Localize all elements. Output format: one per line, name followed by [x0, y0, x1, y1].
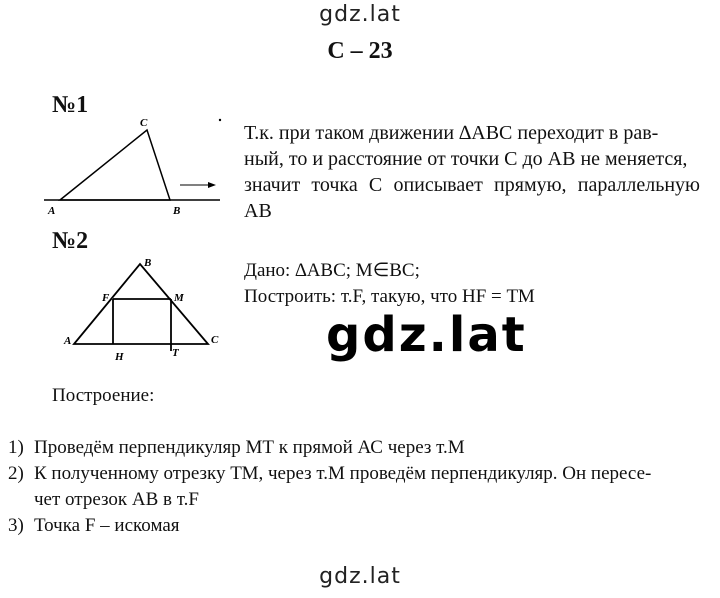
triangle-abc [60, 130, 170, 200]
watermark-middle: gdz.lat [326, 307, 527, 363]
dot-mark [219, 119, 221, 121]
given-line: Дано: ∆АВС; М∈ВС; [244, 260, 420, 281]
label-a: A [48, 205, 56, 217]
task1-line: Т.к. при таком движении ∆АВС переходит в рав- [244, 122, 659, 144]
step-line: Точка F – искомая [34, 515, 180, 536]
construct-line: Построить: т.F, такую, что HF = ТМ [244, 286, 535, 307]
label-m: M [174, 292, 184, 304]
list-item [8, 513, 708, 539]
list-item [8, 461, 708, 513]
label-c: C [211, 334, 219, 346]
step-line: чет отрезок АВ в т.F [34, 489, 199, 510]
step-number: 1) [8, 437, 24, 458]
label-b: B [144, 257, 152, 269]
step-text [34, 461, 708, 513]
construction-steps [8, 435, 708, 539]
label-c: C [140, 117, 148, 129]
task2-figure [60, 252, 225, 364]
page-title: С – 23 [327, 38, 393, 64]
label-h: H [115, 351, 124, 363]
step-text [34, 513, 708, 539]
construction-title: Построение: [52, 385, 155, 406]
task1-figure [40, 112, 230, 224]
label-b: B [173, 205, 181, 217]
task1-line: ный, то и расстояние от точки С до АВ не меняется, [244, 148, 688, 170]
task1-number: №1 [52, 92, 89, 118]
step-line: К полученному отрезку ТМ, через т.М проведём перпендикуляр. Он пересе- [34, 463, 652, 484]
task1-line: значит точка С описывает прямую, параллельную АВ [244, 174, 700, 222]
label-a: A [64, 335, 72, 347]
label-f: F [102, 292, 110, 304]
triangle-abc [74, 264, 208, 344]
motion-arrow-head [208, 182, 216, 188]
step-line: Проведём перпендикуляр МТ к прямой АС через т.М [34, 437, 465, 458]
step-number: 3) [8, 515, 24, 536]
step-number: 2) [8, 463, 24, 484]
task2-number: №2 [52, 228, 89, 254]
list-item [8, 435, 708, 461]
watermark-bottom: gdz.lat [319, 564, 401, 589]
watermark-top: gdz.lat [319, 2, 401, 27]
step-text [34, 435, 708, 461]
label-t: T [172, 347, 179, 359]
task2-text [244, 258, 535, 310]
task1-text [244, 120, 700, 224]
